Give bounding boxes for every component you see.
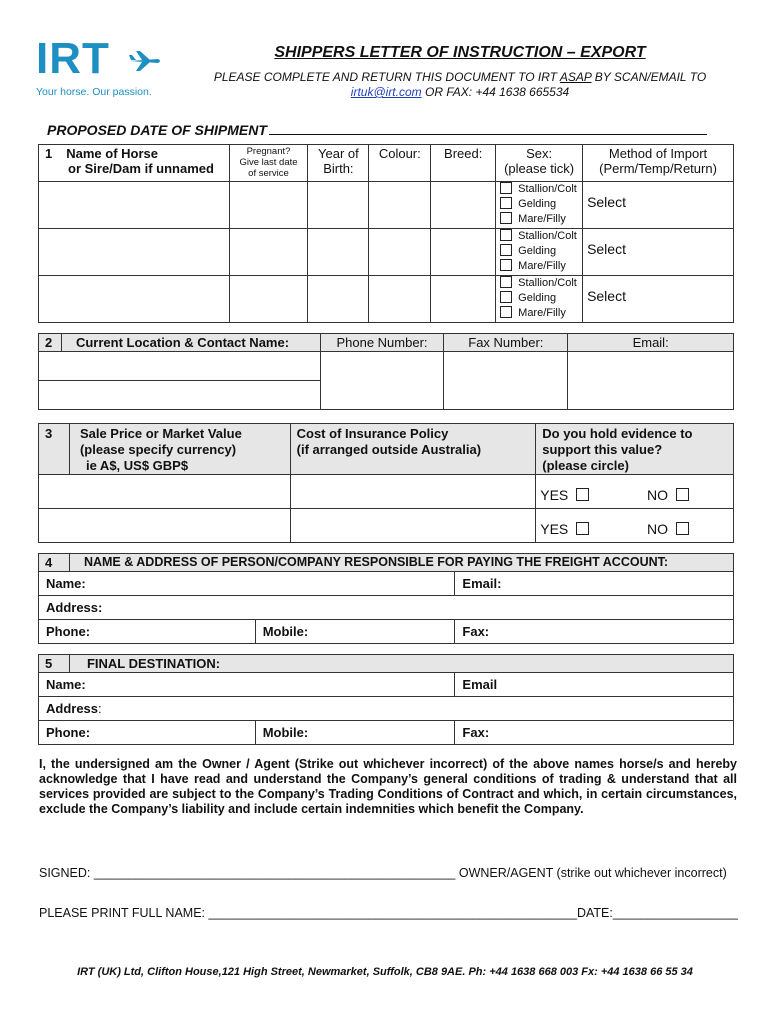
method-select[interactable]: Select <box>583 229 734 276</box>
sale-label-2: (please specify currency) <box>79 442 237 457</box>
phone-header: Phone Number: <box>320 334 444 352</box>
pregnant-header <box>229 145 308 182</box>
section-number: 5 <box>39 655 70 673</box>
breed-input[interactable] <box>431 276 496 323</box>
horse-row <box>39 182 734 229</box>
location-table <box>38 333 734 410</box>
horse-details-table <box>38 144 734 323</box>
method-select[interactable]: Select <box>583 276 734 323</box>
evidence-label-2: support this value? <box>542 442 663 457</box>
value-table <box>38 423 734 543</box>
evidence-label-3: (please circle) <box>542 458 629 473</box>
section-number: 2 <box>39 334 62 352</box>
proposed-date-line[interactable] <box>269 123 707 135</box>
dest-fax-field[interactable]: Fax: <box>455 721 734 745</box>
print-name-line[interactable] <box>39 906 737 920</box>
method-header <box>583 145 734 182</box>
year-header <box>308 145 369 182</box>
horse-row <box>39 276 734 323</box>
pregnant-input[interactable] <box>229 276 308 323</box>
sex-options <box>496 276 583 323</box>
sex-options <box>496 182 583 229</box>
sale-price-input[interactable] <box>39 509 291 543</box>
print-name-label: PLEASE PRINT FULL NAME: <box>39 906 209 920</box>
sex-sublabel: (please tick) <box>504 161 575 176</box>
stallion-label: Stallion/Colt <box>518 277 577 289</box>
method-sublabel: (Perm/Temp/Return) <box>599 161 717 176</box>
mare-label: Mare/Filly <box>518 260 566 272</box>
dest-name-field[interactable]: Name: <box>39 673 455 697</box>
horse-name-input[interactable] <box>39 182 230 229</box>
payer-phone-field[interactable]: Phone: <box>39 620 256 644</box>
insurance-label-2: (if arranged outside Australia) <box>296 442 482 457</box>
mare-checkbox[interactable] <box>500 306 512 318</box>
horse-name-input[interactable] <box>39 229 230 276</box>
gelding-checkbox[interactable] <box>500 197 512 209</box>
sale-price-header <box>69 424 290 475</box>
dest-mobile-field[interactable]: Mobile: <box>255 721 455 745</box>
method-label: Method of Import <box>608 146 708 161</box>
sale-label-1: Sale Price or Market Value <box>79 426 242 441</box>
dest-address-field[interactable] <box>39 697 734 721</box>
page-title: SHIPPERS LETTER OF INSTRUCTION – EXPORT <box>274 44 646 61</box>
breed-input[interactable] <box>431 182 496 229</box>
stallion-checkbox[interactable] <box>500 182 512 194</box>
section-number: 3 <box>39 424 70 475</box>
insurance-input[interactable] <box>290 509 536 543</box>
year-input[interactable] <box>308 229 369 276</box>
airplane-icon <box>128 50 162 72</box>
instructions-post: BY SCAN/EMAIL TO <box>591 70 707 84</box>
gelding-label: Gelding <box>518 292 557 304</box>
mare-label: Mare/Filly <box>518 307 566 319</box>
gelding-label: Gelding <box>518 198 557 210</box>
signature-line[interactable] <box>39 866 737 880</box>
signed-label: SIGNED: <box>39 866 94 880</box>
stallion-label: Stallion/Colt <box>518 230 577 242</box>
method-select[interactable]: Select <box>583 182 734 229</box>
location-input-1[interactable] <box>39 352 321 381</box>
dest-email-field[interactable]: Email <box>455 673 734 697</box>
birth-label: Birth: <box>323 161 354 176</box>
signed-blank[interactable]: ____________________________________________________ <box>93 866 456 880</box>
colour-input[interactable] <box>369 182 431 229</box>
breed-header: Breed: <box>431 145 496 182</box>
payer-address-field[interactable]: Address: <box>39 596 734 620</box>
horse-name-header <box>39 145 230 182</box>
dest-phone-field[interactable]: Phone: <box>39 721 256 745</box>
fax-text: OR FAX: +44 1638 665534 <box>421 85 570 99</box>
proposed-date-field[interactable] <box>47 122 707 138</box>
instructions-asap: ASAP <box>559 70 592 84</box>
email-header: Email: <box>568 334 734 352</box>
sale-price-input[interactable] <box>39 475 291 509</box>
horse-row <box>39 229 734 276</box>
no-checkbox[interactable] <box>676 522 689 535</box>
fax-header: Fax Number: <box>444 334 568 352</box>
sex-header <box>496 145 583 182</box>
insurance-label-1: Cost of Insurance Policy <box>296 426 449 441</box>
payer-name-field[interactable]: Name: <box>39 572 455 596</box>
freight-payer-title: NAME & ADDRESS OF PERSON/COMPANY RESPONSIBLE FOR PAYING THE FREIGHT ACCOUNT: <box>69 554 733 572</box>
no-checkbox[interactable] <box>676 488 689 501</box>
payer-fax-field[interactable]: Fax: <box>455 620 734 644</box>
no-label: NO <box>647 487 669 503</box>
gelding-label: Gelding <box>518 245 557 257</box>
destination-table <box>38 654 734 745</box>
horse-name-input[interactable] <box>39 276 230 323</box>
proposed-date-label: PROPOSED DATE OF SHIPMENT <box>47 122 267 138</box>
yes-label: YES <box>540 521 569 537</box>
insurance-input[interactable] <box>290 475 536 509</box>
evidence-choice <box>536 475 734 509</box>
sex-options <box>496 229 583 276</box>
insurance-header <box>290 424 536 475</box>
dest-address-label: Address <box>46 701 99 716</box>
section-number: 4 <box>39 554 70 572</box>
colour-input[interactable] <box>369 276 431 323</box>
dest-address-colon: : <box>98 701 102 716</box>
logo-tagline: Your horse. Our passion. <box>36 86 152 98</box>
print-name-blank[interactable]: _____________________________________________________ <box>208 906 577 920</box>
mare-label: Mare/Filly <box>518 213 566 225</box>
year-label: Year of <box>318 146 359 161</box>
mare-checkbox[interactable] <box>500 212 512 224</box>
email-link[interactable]: irtuk@irt.com <box>350 85 422 99</box>
gelding-checkbox[interactable] <box>500 244 512 256</box>
payer-mobile-field[interactable]: Mobile: <box>255 620 455 644</box>
fax-input[interactable] <box>444 352 568 410</box>
irt-logo <box>36 36 166 100</box>
yes-label: YES <box>540 487 569 503</box>
instructions <box>180 70 740 100</box>
colour-input[interactable] <box>369 229 431 276</box>
pregnant-input[interactable] <box>229 182 308 229</box>
breed-input[interactable] <box>431 229 496 276</box>
owner-agent-label: OWNER/AGENT (strike out whichever incorrect) <box>455 866 727 880</box>
location-header: Current Location & Contact Name: <box>61 334 320 352</box>
declaration-text: I, the undersigned am the Owner / Agent (Strike out whichever incorrect) of the above names horse/s and hereby acknowledge that I have read and understand the Company’s general conditions of trading & understand that all services provided are subject to the Company’s Trading Conditions of Contract and which, in certain circumstances, exclude the Company’s liability and include certain indemnities which benefit the Company. <box>39 757 737 816</box>
logo-text: IRT <box>36 34 110 83</box>
no-label: NO <box>647 521 669 537</box>
pregnant-input[interactable] <box>229 229 308 276</box>
year-input[interactable] <box>308 182 369 229</box>
section-number: 1 <box>45 146 53 161</box>
phone-input[interactable] <box>320 352 444 410</box>
evidence-label-1: Do you hold evidence to <box>542 426 693 441</box>
evidence-choice <box>536 509 734 543</box>
pregnant-label: Pregnant? <box>246 146 291 157</box>
yes-checkbox[interactable] <box>576 488 589 501</box>
gelding-checkbox[interactable] <box>500 291 512 303</box>
evidence-header <box>536 424 734 475</box>
sex-label: Sex: <box>526 146 553 161</box>
company-footer: IRT (UK) Ltd, Clifton House,121 High Street, Newmarket, Suffolk, CB8 9AE. Ph: +44 1638 668 003 Fx: +44 1638 66 55 34 <box>77 966 693 978</box>
payer-email-field[interactable]: Email: <box>455 572 734 596</box>
date-label: DATE: <box>576 906 613 920</box>
stallion-label: Stallion/Colt <box>518 183 577 195</box>
sire-dam-label: or Sire/Dam if unnamed <box>68 161 214 176</box>
instructions-pre: PLEASE COMPLETE AND RETURN THIS DOCUMENT TO IRT <box>213 70 560 84</box>
mare-checkbox[interactable] <box>500 259 512 271</box>
stallion-checkbox[interactable] <box>500 229 512 241</box>
pregnant-sub2: of service <box>248 168 289 179</box>
destination-title: FINAL DESTINATION: <box>69 655 733 673</box>
sale-label-3: ie A$, US$ GBP$ <box>85 458 189 473</box>
location-input-2[interactable] <box>39 381 321 410</box>
freight-payer-table <box>38 553 734 644</box>
yes-checkbox[interactable] <box>576 522 589 535</box>
horse-name-label: Name of Horse <box>66 146 158 161</box>
date-blank[interactable]: __________________ <box>612 906 738 920</box>
year-input[interactable] <box>308 276 369 323</box>
stallion-checkbox[interactable] <box>500 276 512 288</box>
email-input[interactable] <box>568 352 734 410</box>
pregnant-sub1: Give last date <box>239 157 298 168</box>
colour-header: Colour: <box>369 145 431 182</box>
